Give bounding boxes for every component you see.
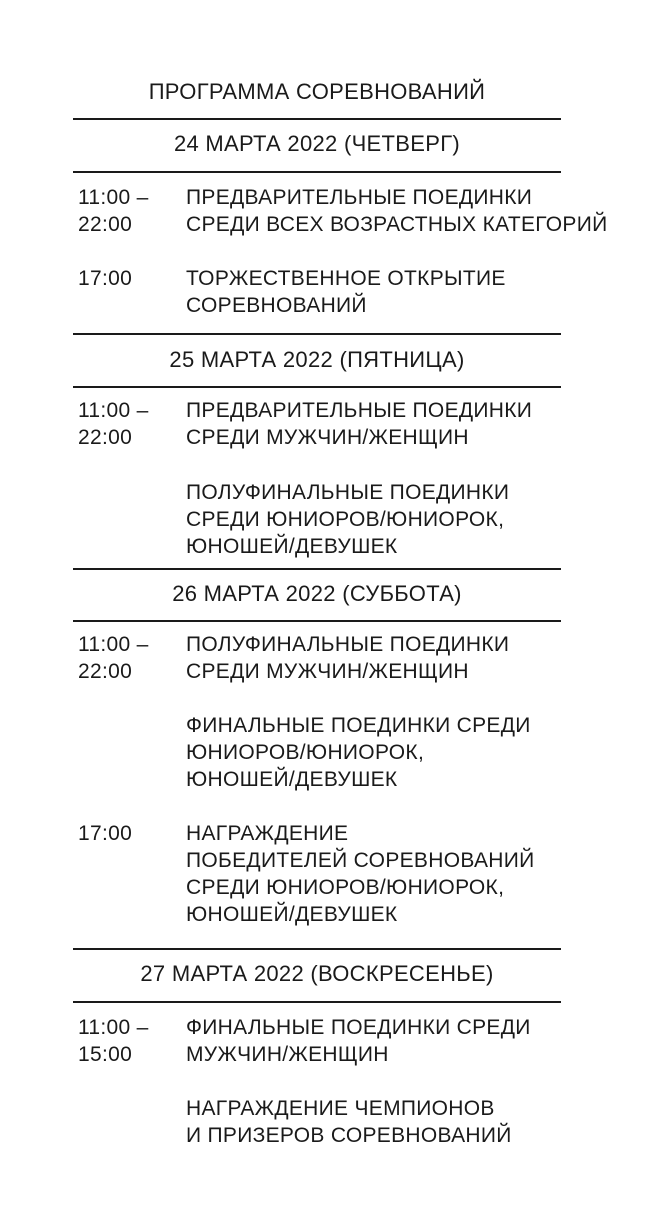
time-line: 17:00	[78, 822, 133, 845]
entry-time	[78, 265, 178, 292]
description-line: ПРЕДВАРИТЕЛЬНЫЕ ПОЕДИНКИ	[186, 186, 533, 209]
divider	[73, 948, 561, 950]
description-line: ПОЛУФИНАЛЬНЫЕ ПОЕДИНКИ	[186, 481, 510, 504]
description-line: СРЕДИ МУЖЧИН/ЖЕНЩИН	[186, 426, 469, 449]
entry-time	[78, 631, 178, 685]
entry-description	[186, 712, 646, 793]
description-line: СРЕДИ МУЖЧИН/ЖЕНЩИН	[186, 660, 469, 683]
description-line: ЮНОШЕЙ/ДЕВУШЕК	[186, 535, 398, 558]
time-line: 22:00	[78, 660, 133, 683]
time-line: 22:00	[78, 213, 133, 236]
description-line: ЮНИОРОВ/ЮНИОРОК,	[186, 741, 425, 764]
divider	[73, 620, 561, 622]
day-header: 25 МАРТА 2022 (ПЯТНИЦА)	[169, 347, 465, 372]
description-line: ФИНАЛЬНЫЕ ПОЕДИНКИ СРЕДИ	[186, 714, 531, 737]
time-line: 15:00	[78, 1043, 133, 1066]
time-line: 11:00 –	[78, 633, 149, 656]
entry-description	[186, 631, 646, 685]
description-line: СОРЕВНОВАНИЙ	[186, 294, 367, 317]
entry-description	[186, 1014, 646, 1068]
description-line: ЮНОШЕЙ/ДЕВУШЕК	[186, 903, 398, 926]
description-line: ФИНАЛЬНЫЕ ПОЕДИНКИ СРЕДИ	[186, 1016, 531, 1039]
time-line: 11:00 –	[78, 399, 149, 422]
entry-time	[78, 1014, 178, 1068]
entry-description	[186, 479, 646, 560]
entry-description	[186, 265, 646, 319]
description-line: СРЕДИ ЮНИОРОВ/ЮНИОРОК,	[186, 876, 505, 899]
divider	[73, 171, 561, 173]
entry-time	[78, 397, 178, 451]
divider	[73, 1001, 561, 1003]
description-line: ТОРЖЕСТВЕННОЕ ОТКРЫТИЕ	[186, 267, 506, 290]
description-line: СРЕДИ ЮНИОРОВ/ЮНИОРОК,	[186, 508, 505, 531]
entry-description	[186, 1095, 646, 1149]
page-title: ПРОГРАММА СОРЕВНОВАНИЙ	[148, 79, 486, 104]
time-line: 11:00 –	[78, 1016, 149, 1039]
description-line: ЮНОШЕЙ/ДЕВУШЕК	[186, 768, 398, 791]
description-line: НАГРАЖДЕНИЕ ЧЕМПИОНОВ	[186, 1097, 495, 1120]
description-line: СРЕДИ ВСЕХ ВОЗРАСТНЫХ КАТЕГОРИЙ	[186, 213, 608, 236]
time-line: 17:00	[78, 267, 133, 290]
day-header: 27 МАРТА 2022 (ВОСКРЕСЕНЬЕ)	[140, 961, 494, 986]
entry-description	[186, 184, 646, 238]
description-line: ПРЕДВАРИТЕЛЬНЫЕ ПОЕДИНКИ	[186, 399, 533, 422]
entry-time	[78, 820, 178, 847]
divider	[73, 568, 561, 570]
time-line: 22:00	[78, 426, 133, 449]
divider	[73, 386, 561, 388]
description-line: ПОБЕДИТЕЛЕЙ СОРЕВНОВАНИЙ	[186, 849, 535, 872]
divider	[73, 333, 561, 335]
entry-description	[186, 397, 646, 451]
description-line: МУЖЧИН/ЖЕНЩИН	[186, 1043, 389, 1066]
entry-time	[78, 184, 178, 238]
divider	[73, 118, 561, 120]
description-line: И ПРИЗЕРОВ СОРЕВНОВАНИЙ	[186, 1124, 512, 1147]
description-line: НАГРАЖДЕНИЕ	[186, 822, 349, 845]
time-line: 11:00 –	[78, 186, 149, 209]
day-header: 24 МАРТА 2022 (ЧЕТВЕРГ)	[173, 131, 461, 156]
entry-description	[186, 820, 646, 928]
day-header: 26 МАРТА 2022 (СУББОТА)	[172, 581, 462, 606]
description-line: ПОЛУФИНАЛЬНЫЕ ПОЕДИНКИ	[186, 633, 510, 656]
